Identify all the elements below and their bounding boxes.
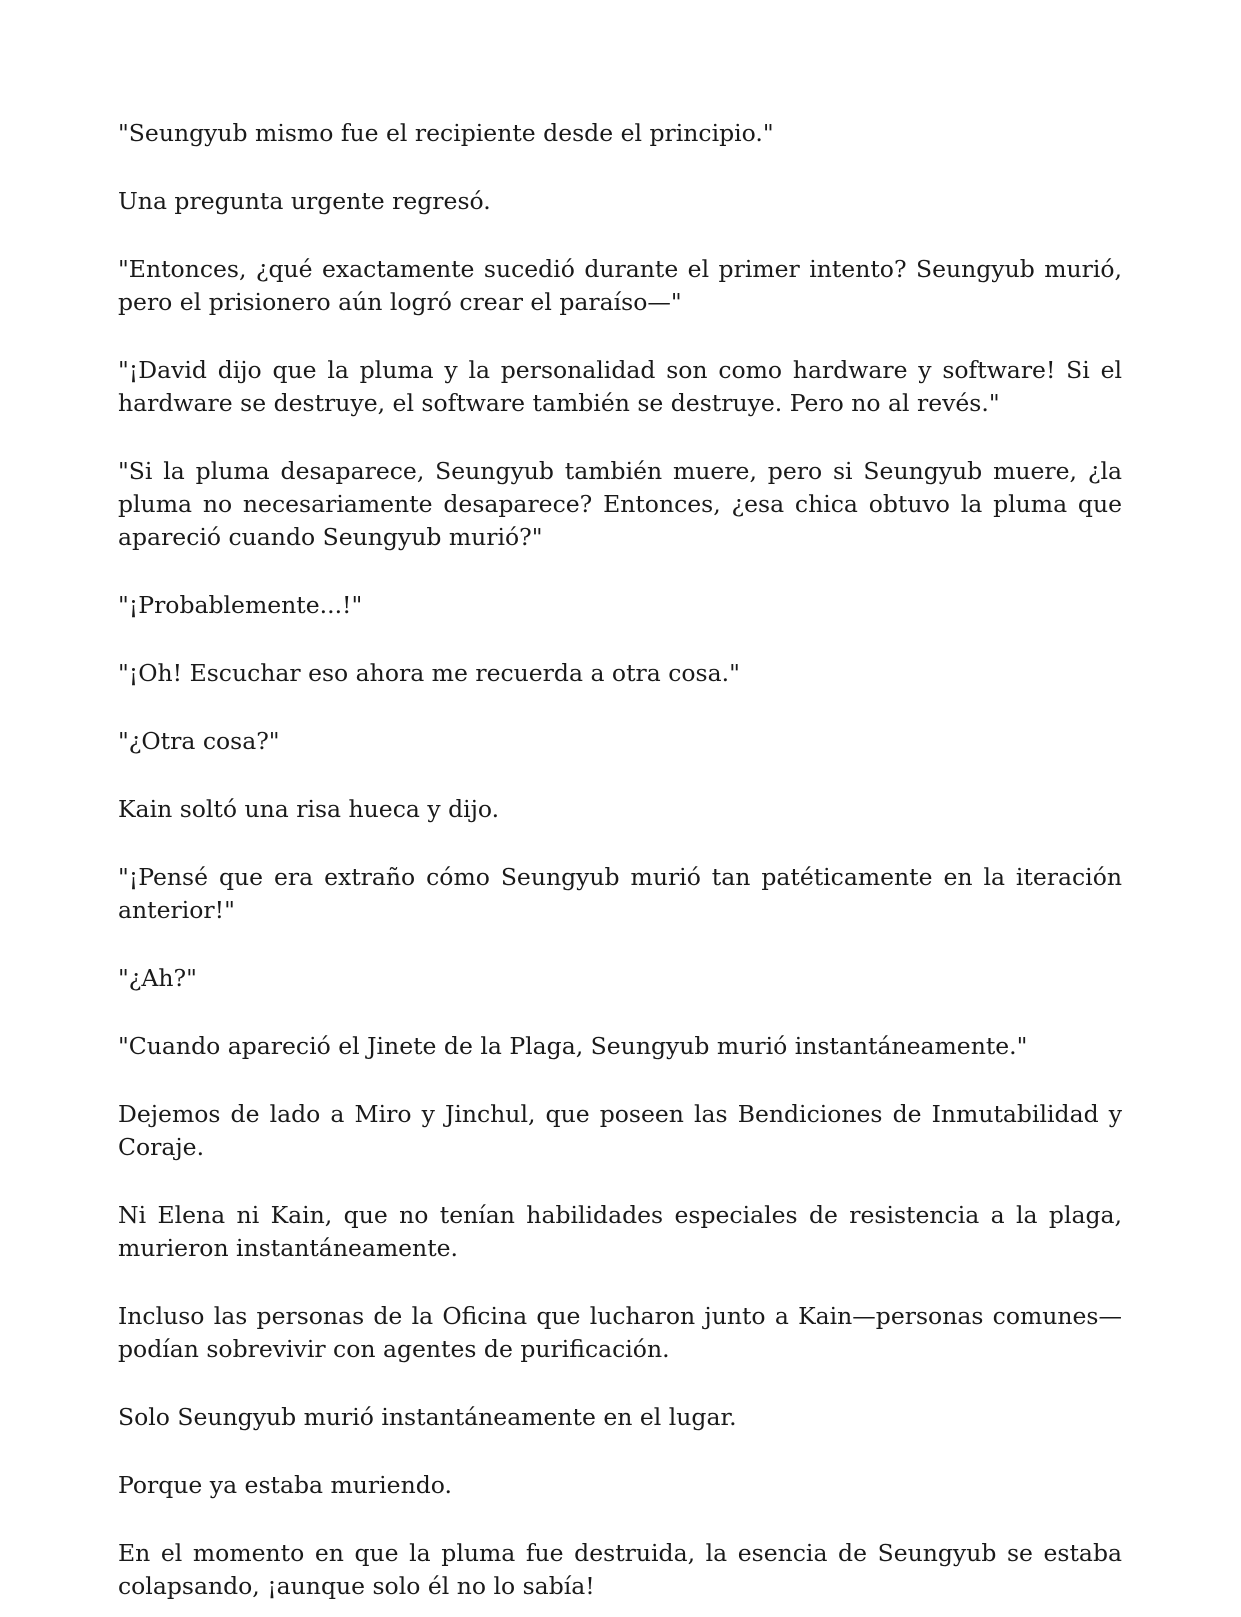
paragraph: "¿Ah?": [118, 964, 197, 992]
paragraph: Solo Seungyub murió instantáneamente en el lugar.: [118, 1403, 737, 1431]
paragraph: Kain soltó una risa hueca y dijo.: [118, 795, 500, 823]
paragraph: Incluso las personas de la Oficina que lucharon junto a Kain—personas comunes—podían sobrevivir con agentes de purificación.: [118, 1302, 1122, 1363]
paragraph: Porque ya estaba muriendo.: [118, 1471, 452, 1499]
paragraph: Una pregunta urgente regresó.: [118, 187, 491, 215]
paragraph: Ni Elena ni Kain, que no tenían habilidades especiales de resistencia a la plaga, murieron instantáneamente.: [118, 1201, 1122, 1262]
paragraph: "¡Probablemente...!": [118, 591, 363, 619]
text-column: [118, 117, 1122, 1617]
paragraph: En el momento en que la pluma fue destruida, la esencia de Seungyub se estaba colapsando, ¡aunque solo él no lo sabía!: [118, 1539, 1122, 1600]
paragraph: "Entonces, ¿qué exactamente sucedió durante el primer intento? Seungyub murió, pero el prisionero aún logró crear el paraíso—": [118, 255, 1122, 316]
paragraph: "Seungyub mismo fue el recipiente desde el principio.": [118, 119, 774, 147]
paragraph: Dejemos de lado a Miro y Jinchul, que poseen las Bendiciones de Inmutabilidad y Coraje.: [118, 1100, 1122, 1161]
paragraph: "¡Oh! Escuchar eso ahora me recuerda a otra cosa.": [118, 659, 740, 687]
paragraph: "¿Otra cosa?": [118, 727, 280, 755]
paragraph: "Si la pluma desaparece, Seungyub también muere, pero si Seungyub muere, ¿la pluma no necesariamente desaparece? Entonces, ¿esa chica obtuvo la pluma que apareció cuando Seungyub murió?": [118, 457, 1122, 551]
paragraph: "Cuando apareció el Jinete de la Plaga, Seungyub murió instantáneamente.": [118, 1032, 1028, 1060]
paragraph: "¡David dijo que la pluma y la personalidad son como hardware y software! Si el hardware se destruye, el software también se destruye. Pero no al revés.": [118, 356, 1122, 417]
paragraph: "¡Pensé que era extraño cómo Seungyub murió tan patéticamente en la iteración anterior!": [118, 863, 1122, 924]
